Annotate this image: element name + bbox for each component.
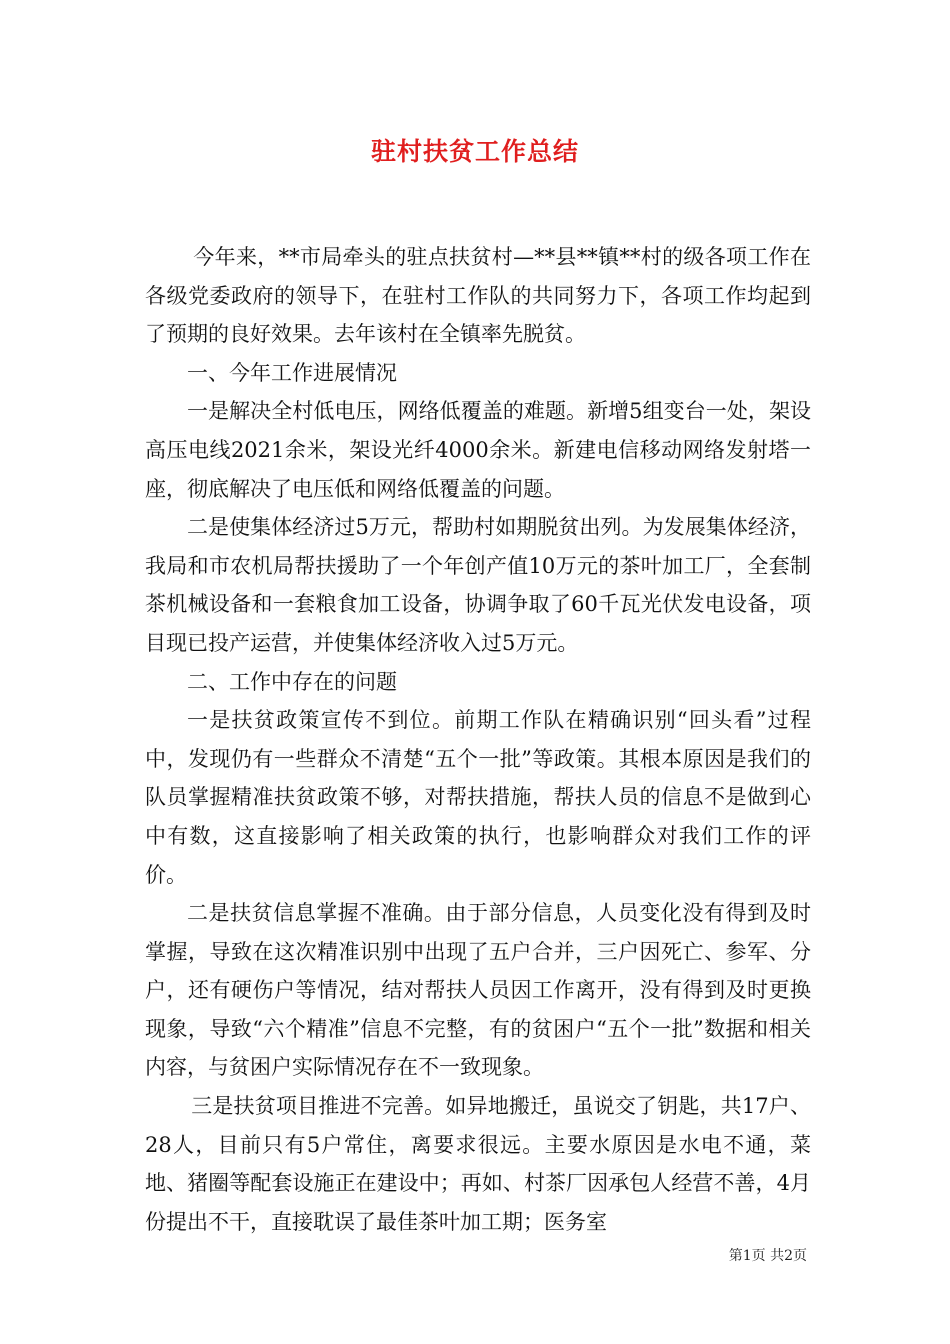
document-title: 驻村扶贫工作总结 [370, 137, 579, 166]
document-body [145, 238, 811, 1241]
section-heading-problems: 二、工作中存在的问题 [187, 669, 397, 694]
intro-paragraph: 今年来，**市局牵头的驻点扶贫村—**县**镇**村的级各项工作在各级党委政府的领导下，在驻村工作队的共同努力下，各项工作均起到了预期的良好效果。去年该村在全镇率先脱贫。 [145, 245, 811, 347]
problem-item-3: 三是扶贫项目推进不完善。如异地搬迁，虽说交了钥匙，共17户、28人，目前只有5户常住，离要求很远。主要水原因是水电不通，菜地、猪圈等配套设施正在建设中；再如、村茶厂因承包人经营不善，4月份提出不干，直接耽误了最佳茶叶加工期；医务室 [145, 1094, 811, 1234]
problem-item-2: 二是扶贫信息掌握不准确。由于部分信息，人员变化没有得到及时掌握，导致在这次精准识别中出现了五户合并，三户因死亡、参军、分户，还有硬伤户等情况，结对帮扶人员因工作离开，没有得到及时更换现象，导致“六个精准”信息不完整，有的贫困户“五个一批”数据和相关内容，与贫困户实际情况存在不一致现象。 [145, 901, 811, 1080]
section-heading-progress: 一、今年工作进展情况 [187, 360, 397, 385]
page-number: 第1页 共2页 [728, 1248, 807, 1264]
problem-item-1: 一是扶贫政策宣传不到位。前期工作队在精确识别“回头看”过程中，发现仍有一些群众不清楚“五个一批”等政策。其根本原因是我们的队员掌握精准扶贫政策不够，对帮扶措施，帮扶人员的信息不是做到心中有数，这直接影响了相关政策的执行，也影响群众对我们工作的评价。 [145, 708, 811, 887]
progress-item-2: 二是使集体经济过5万元，帮助村如期脱贫出列。为发展集体经济，我局和市农机局帮扶援助了一个年创产值10万元的茶叶加工厂，全套制茶机械设备和一套粮食加工设备，协调争取了60千瓦光伏发电设备，项目现已投产运营，并使集体经济收入过5万元。 [145, 515, 811, 655]
progress-item-1: 一是解决全村低电压，网络低覆盖的难题。新增5组变台一处，架设高压电线2021余米，架设光纤4000余米。新建电信移动网络发射塔一座，彻底解决了电压低和网络低覆盖的问题。 [145, 399, 811, 501]
